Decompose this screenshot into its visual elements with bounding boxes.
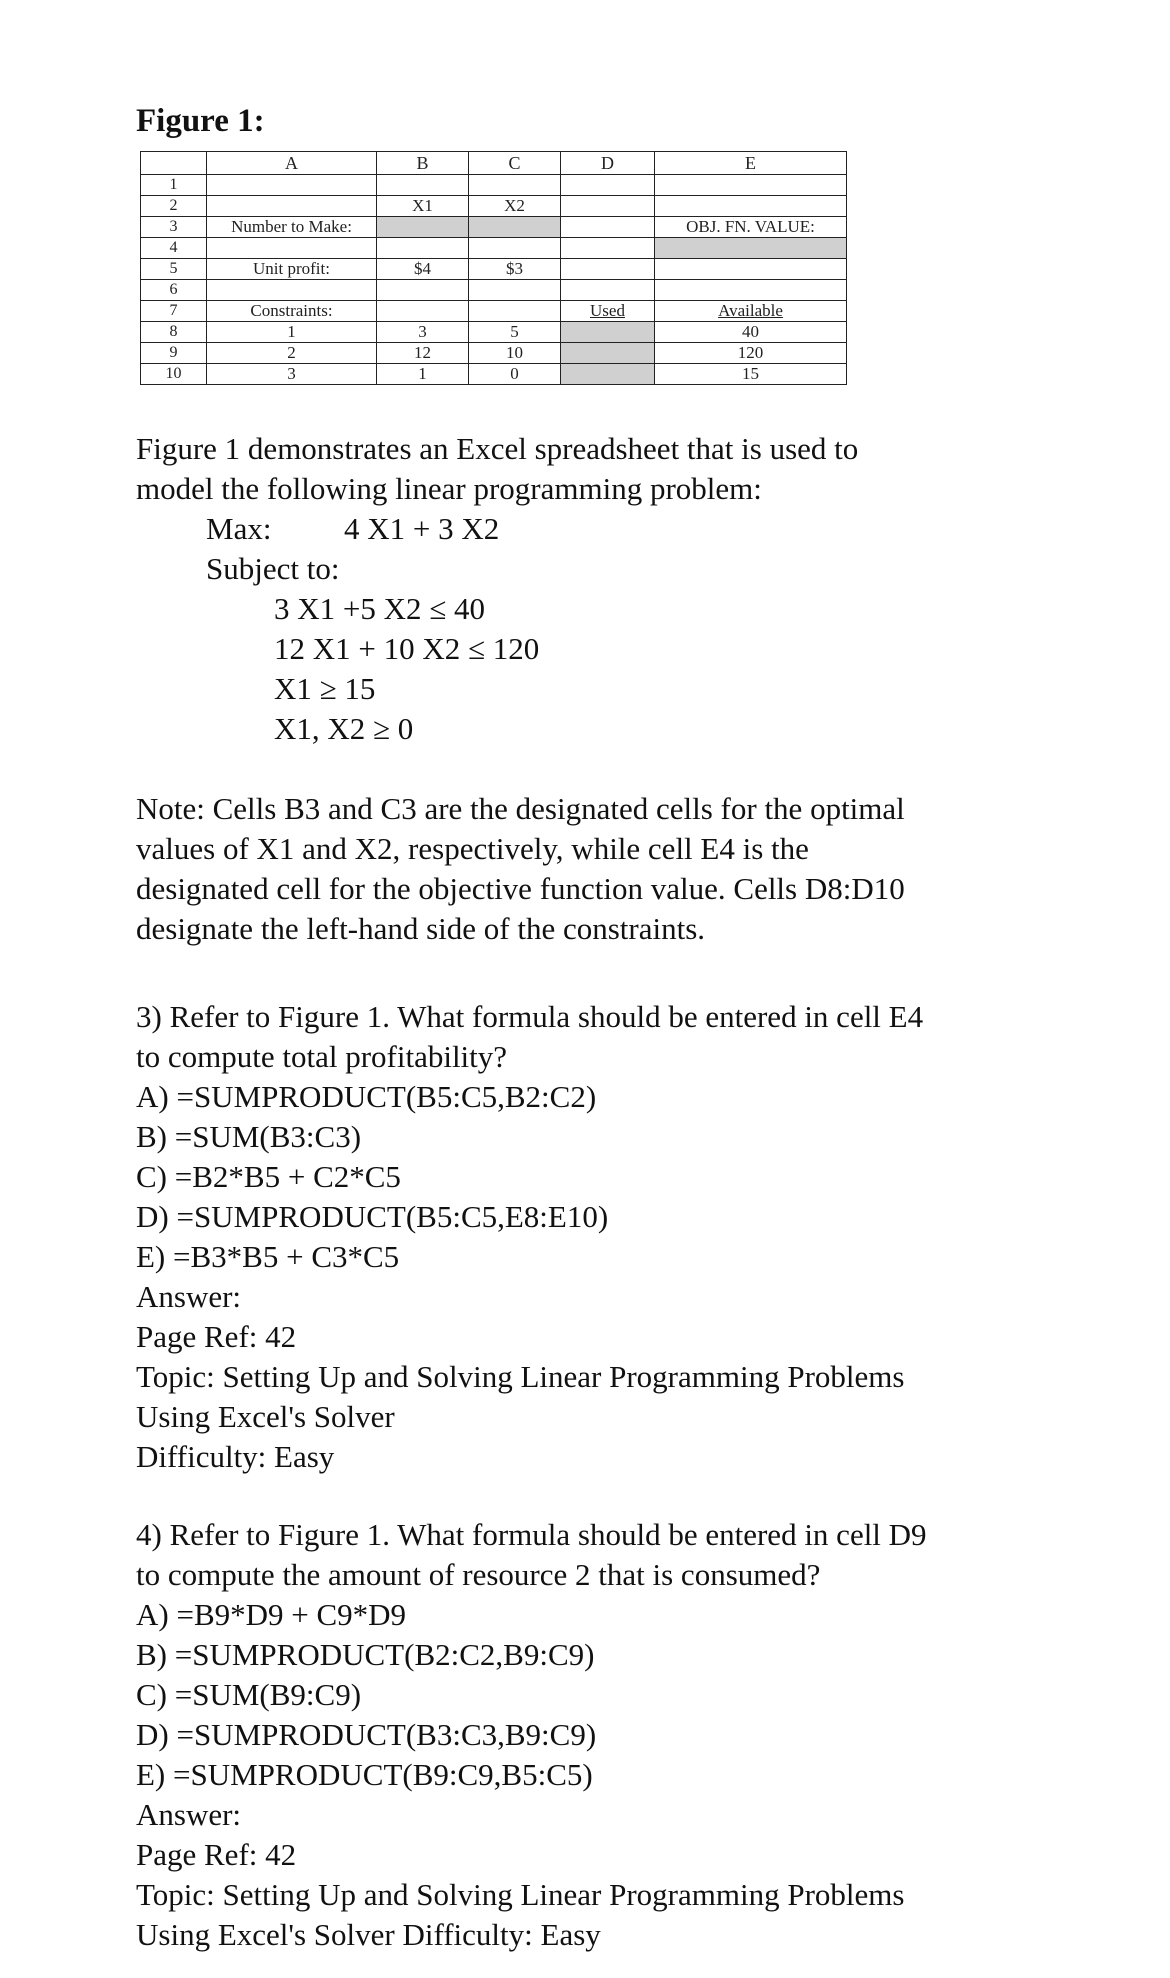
row-number: 2 — [141, 196, 207, 217]
intro-line: Figure 1 demonstrates an Excel spreadsheet that is used to — [136, 431, 859, 466]
q4-option-b: B) =SUMPRODUCT(B2:C2,B9:C9) — [136, 1637, 595, 1672]
constraint-line: X1 ≥ 15 — [274, 671, 376, 706]
q4-line: to compute the amount of resource 2 that is consumed? — [136, 1557, 821, 1592]
cell-d8 — [561, 322, 655, 343]
sheet-row — [141, 238, 847, 259]
q3-option-d: D) =SUMPRODUCT(B5:C5,E8:E10) — [136, 1199, 609, 1234]
cell-c5: $3 — [469, 259, 561, 280]
cell-b3 — [377, 217, 469, 238]
sheet-row — [141, 175, 847, 196]
figure-title: Figure 1: — [136, 103, 265, 139]
note-line: values of X1 and X2, respectively, while cell E4 is the — [136, 831, 809, 866]
constraint-line: X1, X2 ≥ 0 — [274, 711, 414, 746]
sheet-row — [141, 364, 847, 385]
cell-b2: X1 — [377, 196, 469, 217]
cell-b5: $4 — [377, 259, 469, 280]
q4-option-d: D) =SUMPRODUCT(B3:C3,B9:C9) — [136, 1717, 597, 1752]
objective-row — [136, 509, 1036, 549]
sheet-row — [141, 343, 847, 364]
corner-cell — [141, 152, 207, 175]
cell-b4 — [377, 238, 469, 259]
cell-d9 — [561, 343, 655, 364]
q3-page-ref: Page Ref: 42 — [136, 1319, 297, 1354]
intro-section — [136, 429, 1036, 749]
cell-a9: 2 — [207, 343, 377, 364]
q4-page-ref: Page Ref: 42 — [136, 1837, 297, 1872]
row-number: 10 — [141, 364, 207, 385]
column-header-row — [141, 152, 847, 175]
col-header-d: D — [561, 152, 655, 175]
q3-topic: Topic: Setting Up and Solving Linear Programming Problems — [136, 1359, 905, 1394]
cell-c10: 0 — [469, 364, 561, 385]
col-header-e: E — [655, 152, 847, 175]
sheet-row — [141, 322, 847, 343]
q4-line: 4) Refer to Figure 1. What formula should be entered in cell D9 — [136, 1517, 927, 1552]
row-number: 9 — [141, 343, 207, 364]
col-header-a: A — [207, 152, 377, 175]
q4-option-c: C) =SUM(B9:C9) — [136, 1677, 362, 1712]
cell-d1 — [561, 175, 655, 196]
q3-difficulty: Difficulty: Easy — [136, 1439, 335, 1474]
cell-b7 — [377, 301, 469, 322]
cell-c1 — [469, 175, 561, 196]
note-line: Note: Cells B3 and C3 are the designated cells for the optimal — [136, 791, 905, 826]
q3-option-e: E) =B3*B5 + C3*C5 — [136, 1239, 400, 1274]
cell-c3 — [469, 217, 561, 238]
sheet-row — [141, 217, 847, 238]
row-number: 5 — [141, 259, 207, 280]
q3-answer: Answer: — [136, 1279, 242, 1314]
intro-line: model the following linear programming problem: — [136, 471, 762, 506]
sheet-row — [141, 301, 847, 322]
objective-expression: 4 X1 + 3 X2 — [344, 511, 500, 546]
cell-e7: Available — [655, 301, 847, 322]
cell-c2: X2 — [469, 196, 561, 217]
cell-b8: 3 — [377, 322, 469, 343]
q3-option-a: A) =SUMPRODUCT(B5:C5,B2:C2) — [136, 1079, 597, 1114]
sheet-row — [141, 196, 847, 217]
cell-e5 — [655, 259, 847, 280]
cell-a1 — [207, 175, 377, 196]
subject-to-label: Subject to: — [206, 551, 340, 586]
constraint-line: 12 X1 + 10 X2 ≤ 120 — [274, 631, 540, 666]
row-number: 6 — [141, 280, 207, 301]
col-header-c: C — [469, 152, 561, 175]
row-number: 8 — [141, 322, 207, 343]
cell-a2 — [207, 196, 377, 217]
max-label: Max: — [206, 511, 272, 546]
note-line: designate the left-hand side of the constraints. — [136, 911, 706, 946]
q3-line: 3) Refer to Figure 1. What formula should be entered in cell E4 — [136, 999, 924, 1034]
cell-a10: 3 — [207, 364, 377, 385]
cell-b6 — [377, 280, 469, 301]
cell-d3 — [561, 217, 655, 238]
spreadsheet-figure — [140, 151, 847, 385]
q3-option-b: B) =SUM(B3:C3) — [136, 1119, 362, 1154]
cell-d5 — [561, 259, 655, 280]
cell-c4 — [469, 238, 561, 259]
cell-a5: Unit profit: — [207, 259, 377, 280]
cell-d4 — [561, 238, 655, 259]
cell-b1 — [377, 175, 469, 196]
cell-a6 — [207, 280, 377, 301]
q4-answer: Answer: — [136, 1797, 242, 1832]
q4-topic: Topic: Setting Up and Solving Linear Programming Problems — [136, 1877, 905, 1912]
question-4 — [136, 1515, 1036, 1955]
cell-b9: 12 — [377, 343, 469, 364]
sheet-row — [141, 259, 847, 280]
row-number: 3 — [141, 217, 207, 238]
q4-option-a: A) =B9*D9 + C9*D9 — [136, 1597, 407, 1632]
note-line: designated cell for the objective function value. Cells D8:D10 — [136, 871, 905, 906]
q3-topic-cont: Using Excel's Solver — [136, 1399, 395, 1434]
q3-option-c: C) =B2*B5 + C2*C5 — [136, 1159, 401, 1194]
cell-e6 — [655, 280, 847, 301]
cell-e10: 15 — [655, 364, 847, 385]
cell-c7 — [469, 301, 561, 322]
q3-line: to compute total profitability? — [136, 1039, 508, 1074]
row-number: 7 — [141, 301, 207, 322]
cell-c9: 10 — [469, 343, 561, 364]
cell-a7: Constraints: — [207, 301, 377, 322]
cell-b10: 1 — [377, 364, 469, 385]
cell-d2 — [561, 196, 655, 217]
cell-a3: Number to Make: — [207, 217, 377, 238]
cell-e1 — [655, 175, 847, 196]
cell-a4 — [207, 238, 377, 259]
row-number: 1 — [141, 175, 207, 196]
cell-e2 — [655, 196, 847, 217]
cell-a8: 1 — [207, 322, 377, 343]
cell-e4 — [655, 238, 847, 259]
row-number: 4 — [141, 238, 207, 259]
cell-d6 — [561, 280, 655, 301]
note-section — [136, 789, 1036, 949]
cell-e9: 120 — [655, 343, 847, 364]
q4-option-e: E) =SUMPRODUCT(B9:C9,B5:C5) — [136, 1757, 593, 1792]
col-header-b: B — [377, 152, 469, 175]
cell-e8: 40 — [655, 322, 847, 343]
cell-d7: Used — [561, 301, 655, 322]
constraint-line: 3 X1 +5 X2 ≤ 40 — [274, 591, 486, 626]
cell-d10 — [561, 364, 655, 385]
q4-topic-cont: Using Excel's Solver Difficulty: Easy — [136, 1917, 601, 1952]
cell-e3: OBJ. FN. VALUE: — [655, 217, 847, 238]
question-3 — [136, 997, 1036, 1477]
cell-c8: 5 — [469, 322, 561, 343]
sheet-row — [141, 280, 847, 301]
cell-c6 — [469, 280, 561, 301]
